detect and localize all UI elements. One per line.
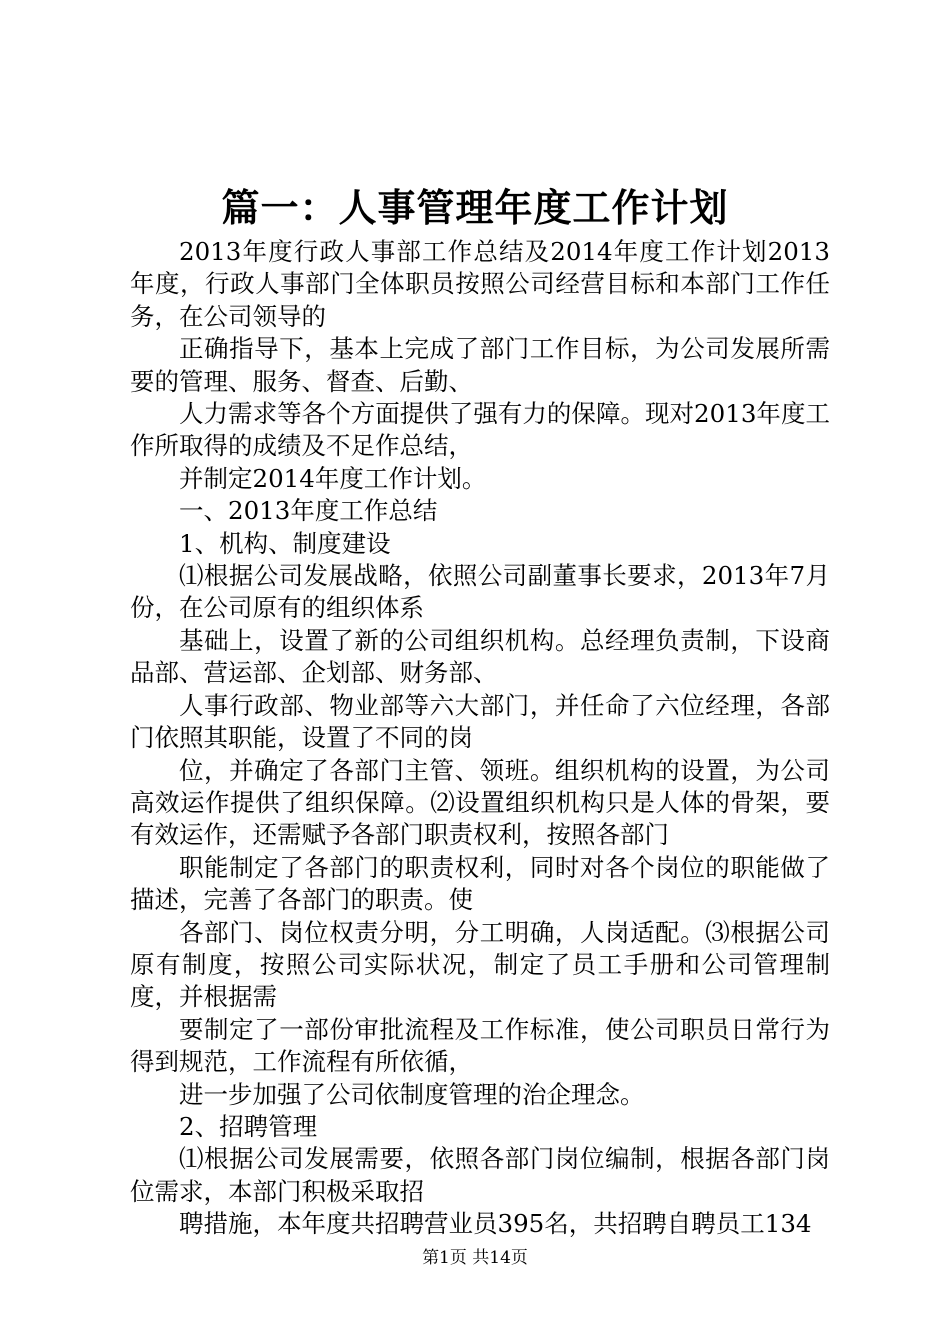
paragraph: 并制定2014年度工作计划。 <box>179 463 487 493</box>
paragraph: 位，并确定了各部门主管、领班。组织机构的设置，为公司高效运作提供了组织保障。⑵设置组织机构只是人体的骨架，要有效运作，还需赋予各部门职责权利，按照各部门 <box>130 755 830 850</box>
paragraph-intro: 2013年度行政人事部工作总结及2014年度工作计划2013年度，行政人事部门全体职员按照公司经营目标和本部门工作任务，在公司领导的 <box>130 237 830 331</box>
paragraph: 职能制定了各部门的职责权利，同时对各个岗位的职能做了描述，完善了各部门的职责。使 <box>130 852 830 915</box>
paragraph: 基础上，设置了新的公司组织机构。总经理负责制，下设商品部、营运部、企划部、财务部、 <box>130 625 830 688</box>
section-heading: 一、2013年度工作总结 <box>179 496 438 526</box>
paragraph: 人力需求等各个方面提供了强有力的保障。现对2013年度工作所取得的成绩及不足作总结， <box>130 399 830 461</box>
subsection-heading: 1、机构、制度建设 <box>179 528 391 558</box>
paragraph: 各部门、岗位权责分明，分工明确，人岗适配。⑶根据公司原有制度，按照公司实际状况，制定了员工手册和公司管理制度，并根据需 <box>130 917 830 1012</box>
document-title: 篇一：人事管理年度工作计划 <box>221 185 729 230</box>
paragraph: 人事行政部、物业部等六大部门，并任命了六位经理，各部门依照其职能，设置了不同的岗 <box>130 690 830 753</box>
paragraph: 聘措施，本年度共招聘营业员395名，共招聘自聘员工134 <box>179 1209 812 1239</box>
paragraph: ⑴根据公司发展战略，依照公司副董事长要求，2013年7月份，在公司原有的组织体系 <box>130 561 830 623</box>
subsection-heading: 2、招聘管理 <box>179 1111 318 1141</box>
paragraph: 进一步加强了公司依制度管理的治企理念。 <box>179 1079 645 1109</box>
document-body <box>130 236 830 1241</box>
page-footer: 第1页 共14页 <box>422 1248 528 1268</box>
paragraph: ⑴根据公司发展需要，依照各部门岗位编制，根据各部门岗位需求，本部门积极采取招 <box>130 1144 830 1206</box>
paragraph: 正确指导下，基本上完成了部门工作目标，为公司发展所需要的管理、服务、督查、后勤、 <box>130 334 830 396</box>
paragraph: 要制定了一部份审批流程及工作标准，使公司职员日常行为得到规范，工作流程有所依循， <box>130 1014 830 1077</box>
